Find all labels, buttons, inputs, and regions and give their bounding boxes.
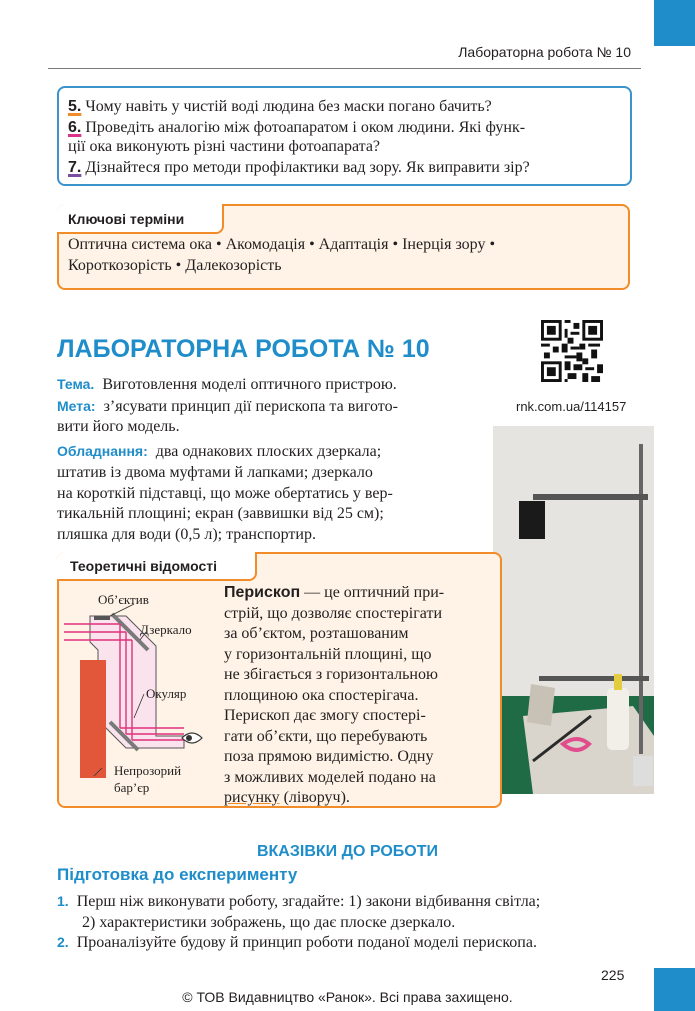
equipment-line-2: штатив із двома муфтами й лапками; дзеркало xyxy=(57,464,373,481)
question-text: Проведіть аналогію між фотоапаратом і оком людини. Які функ- xyxy=(85,119,526,136)
item-text: Перш ніж виконувати роботу, згадайте: 1) закони відбивання світла; xyxy=(76,893,541,910)
equipment-line-5: пляшка для води (0,5 л); транспортир. xyxy=(57,526,316,543)
key-terms-line-1: Оптична система ока • Акомодація • Адаптація • Інерція зору • xyxy=(68,236,496,253)
question-5 xyxy=(68,96,620,117)
theory-line: у горизонтальній площині, що xyxy=(224,645,432,663)
section-title: ВКАЗІВКИ ДО РОБОТИ xyxy=(256,843,439,860)
question-text: Дізнайтеся про методи профілактики вад зору. Як виправити зір? xyxy=(85,159,530,176)
label-barrier-1: Непрозорий xyxy=(114,763,182,778)
question-6-cont: ції ока виконують різні частини фотоапарата? xyxy=(68,138,381,155)
running-header: Лабораторна робота № 10 xyxy=(458,44,631,60)
goal-text: з’ясувати принцип дії перископа та вигото- xyxy=(103,398,398,415)
label-barrier-2: бар’єр xyxy=(114,780,150,795)
equipment-line-4: тикальній площині; екран (заввишки від 25 см); xyxy=(57,505,384,522)
theory-line: рисунку (ліворуч). xyxy=(224,789,350,806)
theory-line: Перископ дає змогу спостері- xyxy=(224,707,426,724)
periscope-photo xyxy=(493,426,654,794)
theory-line: поза прямою видимістю. Одну xyxy=(224,748,434,765)
header-divider xyxy=(48,68,641,69)
question-number: 6. xyxy=(68,119,82,136)
theory-term: Перископ xyxy=(224,584,301,601)
key-terms-line-2: Короткозорість • Далекозорість xyxy=(68,257,282,274)
theory-line: Перископ — це оптичний при- xyxy=(224,584,445,601)
question-7 xyxy=(68,157,620,178)
subsection-title: Підготовка до експерименту xyxy=(57,865,298,884)
theory-line: за об’єктом, розташованим xyxy=(224,625,409,642)
page-tab-marker xyxy=(654,0,695,46)
periscope-photo-image xyxy=(493,426,654,794)
copyright-footer: © ТОВ Видавництво «Ранок». Всі права захищено. xyxy=(182,989,513,1005)
theory-line: гати об’єкти, що перебувають xyxy=(224,727,428,745)
theory-text xyxy=(224,583,490,809)
question-text: Чому навіть у чистій воді людина без маски погано бачить? xyxy=(85,98,492,115)
question-number: 5. xyxy=(68,98,82,115)
periscope-diagram xyxy=(64,588,220,798)
goal-text-cont: вити його модель. xyxy=(57,418,180,435)
lab-topic xyxy=(57,374,397,395)
question-6 xyxy=(68,117,620,138)
item-number: 2. xyxy=(57,934,69,950)
equipment-text: два однакових плоских дзеркала; xyxy=(155,443,382,460)
lab-goal xyxy=(57,396,398,417)
topic-text: Виготовлення моделі оптичного пристрою. xyxy=(102,376,397,393)
instruction-item-1-cont: 2) характеристики зображень, що дає плоске дзеркало. xyxy=(82,914,456,931)
figure-link[interactable]: рисунку xyxy=(224,789,280,806)
qr-link[interactable]: rnk.com.ua/114157 xyxy=(516,399,627,414)
question-number: 7. xyxy=(68,159,82,176)
key-terms-title: Ключові терміни xyxy=(68,211,185,227)
goal-label: Мета: xyxy=(57,398,96,414)
label-objective: Об’єктив xyxy=(98,592,149,607)
instruction-item-2 xyxy=(57,932,537,953)
item-text: Проаналізуйте будову й принцип роботи поданої моделі перископа. xyxy=(76,934,537,951)
theory-line: з можливих моделей подано на xyxy=(224,768,436,786)
theory-title: Теоретичні відомості xyxy=(70,558,217,574)
item-number: 1. xyxy=(57,893,69,909)
qr-code[interactable] xyxy=(541,320,603,382)
page-number: 225 xyxy=(601,967,625,983)
theory-line: стрій, що дозволяє спостерігати xyxy=(224,604,443,622)
equipment-label: Обладнання: xyxy=(57,443,148,459)
label-mirror: Дзеркало xyxy=(140,622,192,637)
equipment-line-3: на короткій підставці, що може обертатись у вер- xyxy=(57,485,393,502)
lab-equipment xyxy=(57,441,475,462)
theory-line: площиною ока спостерігача. xyxy=(224,686,419,704)
topic-label: Тема. xyxy=(57,376,95,392)
theory-line: не збігається з горизонтальною xyxy=(224,666,438,683)
lab-title: ЛАБОРАТОРНА РОБОТА № 10 xyxy=(57,335,430,363)
label-eyepiece: Окуляр xyxy=(146,686,187,701)
instruction-item-1 xyxy=(57,891,540,912)
